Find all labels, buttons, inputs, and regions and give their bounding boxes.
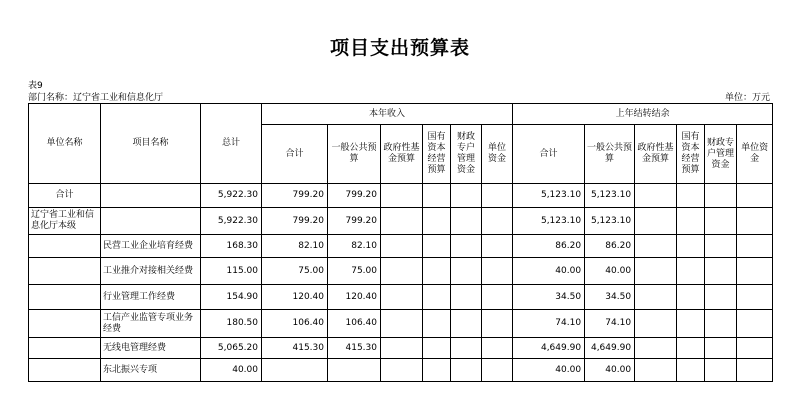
current-sum-cell: 799.20 <box>262 208 328 235</box>
table-row <box>29 258 773 285</box>
header-cur-gov-fund: 政府性基金预算 <box>381 125 423 184</box>
unit-label: 单位：万元 <box>724 93 770 103</box>
header-cur-state-capital: 国有资本经营预算 <box>423 125 451 184</box>
department-label: 部门名称：辽宁省工业和信息化厅 <box>28 93 164 103</box>
carryover-unit-fund-cell <box>737 338 773 359</box>
carryover-unit-fund-cell <box>737 258 773 285</box>
header-current-income: 本年收入 <box>262 104 513 125</box>
carryover-sum-cell: 40.00 <box>513 359 585 382</box>
header-cur-sum: 合计 <box>262 125 328 184</box>
carryover-unit-fund-cell <box>737 184 773 208</box>
header-co-gov-fund: 政府性基金预算 <box>635 125 677 184</box>
project-name-cell: 工信产业监管专项业务经费 <box>101 310 201 338</box>
total-cell: 5,922.30 <box>201 208 262 235</box>
carryover-sum-cell: 5,123.10 <box>513 208 585 235</box>
carryover-special-fund-cell <box>705 208 737 235</box>
current-unit-fund-cell <box>482 285 513 310</box>
carryover-gov-fund-cell <box>635 338 677 359</box>
carryover-general-cell: 34.50 <box>585 285 635 310</box>
header-unit-name: 单位名称 <box>29 104 101 184</box>
carryover-general-cell: 5,123.10 <box>585 184 635 208</box>
table-row <box>29 285 773 310</box>
header-cur-special-fund: 财政专户管理资金 <box>451 125 482 184</box>
table-row <box>29 208 773 235</box>
header-row-1 <box>29 104 773 125</box>
project-name-cell <box>101 184 201 208</box>
current-state-capital-cell <box>423 310 451 338</box>
header-cur-unit-fund: 单位资金 <box>482 125 513 184</box>
current-special-fund-cell <box>451 184 482 208</box>
current-gov-fund-cell <box>381 258 423 285</box>
current-general-cell: 415.30 <box>328 338 381 359</box>
header-co-state-capital: 国有资本经营预算 <box>677 125 705 184</box>
carryover-special-fund-cell <box>705 285 737 310</box>
carryover-special-fund-cell <box>705 359 737 382</box>
page-title: 项目支出预算表 <box>329 37 470 59</box>
current-state-capital-cell <box>423 258 451 285</box>
current-sum-cell: 120.40 <box>262 285 328 310</box>
current-general-cell: 82.10 <box>328 235 381 258</box>
header-total: 总计 <box>201 104 262 184</box>
current-unit-fund-cell <box>482 208 513 235</box>
carryover-state-capital-cell <box>677 338 705 359</box>
current-gov-fund-cell <box>381 285 423 310</box>
current-general-cell: 75.00 <box>328 258 381 285</box>
header-cur-general: 一般公共预算 <box>328 125 381 184</box>
carryover-unit-fund-cell <box>737 208 773 235</box>
carryover-gov-fund-cell <box>635 359 677 382</box>
current-gov-fund-cell <box>381 338 423 359</box>
unit-name-cell: 辽宁省工业和信息化厅本级 <box>29 208 101 235</box>
current-special-fund-cell <box>451 338 482 359</box>
carryover-general-cell: 74.10 <box>585 310 635 338</box>
total-cell: 154.90 <box>201 285 262 310</box>
carryover-special-fund-cell <box>705 258 737 285</box>
table-number: 表9 <box>28 81 43 91</box>
current-gov-fund-cell <box>381 359 423 382</box>
carryover-sum-cell: 40.00 <box>513 258 585 285</box>
current-general-cell: 799.20 <box>328 184 381 208</box>
current-gov-fund-cell <box>381 310 423 338</box>
carryover-sum-cell: 74.10 <box>513 310 585 338</box>
carryover-state-capital-cell <box>677 258 705 285</box>
current-sum-cell <box>262 359 328 382</box>
carryover-gov-fund-cell <box>635 208 677 235</box>
project-name-cell <box>101 208 201 235</box>
header-carryover: 上年结转结余 <box>513 104 773 125</box>
carryover-state-capital-cell <box>677 285 705 310</box>
carryover-sum-cell: 4,649.90 <box>513 338 585 359</box>
current-special-fund-cell <box>451 310 482 338</box>
table-row <box>29 235 773 258</box>
carryover-special-fund-cell <box>705 310 737 338</box>
table-row <box>29 338 773 359</box>
carryover-gov-fund-cell <box>635 258 677 285</box>
current-special-fund-cell <box>451 235 482 258</box>
total-cell: 180.50 <box>201 310 262 338</box>
current-general-cell: 799.20 <box>328 208 381 235</box>
current-sum-cell: 82.10 <box>262 235 328 258</box>
current-sum-cell: 799.20 <box>262 184 328 208</box>
current-general-cell: 106.40 <box>328 310 381 338</box>
project-name-cell: 民营工业企业培育经费 <box>101 235 201 258</box>
table-row <box>29 359 773 382</box>
current-gov-fund-cell <box>381 208 423 235</box>
unit-name-cell <box>29 258 101 285</box>
carryover-special-fund-cell <box>705 235 737 258</box>
carryover-general-cell: 5,123.10 <box>585 208 635 235</box>
current-general-cell <box>328 359 381 382</box>
current-general-cell: 120.40 <box>328 285 381 310</box>
current-sum-cell: 75.00 <box>262 258 328 285</box>
header-co-special-fund: 财政专户管理资金 <box>705 125 737 184</box>
current-unit-fund-cell <box>482 184 513 208</box>
table-row <box>29 184 773 208</box>
carryover-unit-fund-cell <box>737 310 773 338</box>
carryover-special-fund-cell <box>705 338 737 359</box>
carryover-gov-fund-cell <box>635 285 677 310</box>
unit-name-cell <box>29 235 101 258</box>
unit-name-cell <box>29 338 101 359</box>
carryover-state-capital-cell <box>677 235 705 258</box>
carryover-unit-fund-cell <box>737 235 773 258</box>
current-state-capital-cell <box>423 338 451 359</box>
carryover-gov-fund-cell <box>635 235 677 258</box>
current-special-fund-cell <box>451 208 482 235</box>
carryover-state-capital-cell <box>677 208 705 235</box>
carryover-general-cell: 4,649.90 <box>585 338 635 359</box>
header-co-general: 一般公共预算 <box>585 125 635 184</box>
unit-name-cell <box>29 310 101 338</box>
carryover-unit-fund-cell <box>737 359 773 382</box>
carryover-general-cell: 86.20 <box>585 235 635 258</box>
unit-name-cell <box>29 285 101 310</box>
header-co-unit-fund: 单位资金 <box>737 125 773 184</box>
total-cell: 115.00 <box>201 258 262 285</box>
unit-name-cell: 合计 <box>29 184 101 208</box>
total-cell: 5,922.30 <box>201 184 262 208</box>
total-cell: 168.30 <box>201 235 262 258</box>
total-cell: 40.00 <box>201 359 262 382</box>
current-state-capital-cell <box>423 235 451 258</box>
carryover-state-capital-cell <box>677 310 705 338</box>
unit-name-cell <box>29 359 101 382</box>
project-name-cell: 东北振兴专项 <box>101 359 201 382</box>
current-sum-cell: 415.30 <box>262 338 328 359</box>
carryover-sum-cell: 34.50 <box>513 285 585 310</box>
current-unit-fund-cell <box>482 235 513 258</box>
carryover-state-capital-cell <box>677 184 705 208</box>
carryover-gov-fund-cell <box>635 310 677 338</box>
project-name-cell: 工业推介对接相关经费 <box>101 258 201 285</box>
project-name-cell: 无线电管理经费 <box>101 338 201 359</box>
header-project-name: 项目名称 <box>101 104 201 184</box>
carryover-gov-fund-cell <box>635 184 677 208</box>
current-gov-fund-cell <box>381 184 423 208</box>
table-row <box>29 310 773 338</box>
carryover-sum-cell: 5,123.10 <box>513 184 585 208</box>
current-state-capital-cell <box>423 184 451 208</box>
current-special-fund-cell <box>451 285 482 310</box>
total-cell: 5,065.20 <box>201 338 262 359</box>
carryover-unit-fund-cell <box>737 285 773 310</box>
carryover-state-capital-cell <box>677 359 705 382</box>
project-name-cell: 行业管理工作经费 <box>101 285 201 310</box>
current-special-fund-cell <box>451 258 482 285</box>
current-unit-fund-cell <box>482 338 513 359</box>
current-state-capital-cell <box>423 359 451 382</box>
current-gov-fund-cell <box>381 235 423 258</box>
current-special-fund-cell <box>451 359 482 382</box>
current-unit-fund-cell <box>482 359 513 382</box>
header-co-sum: 合计 <box>513 125 585 184</box>
current-state-capital-cell <box>423 285 451 310</box>
current-state-capital-cell <box>423 208 451 235</box>
current-unit-fund-cell <box>482 310 513 338</box>
current-unit-fund-cell <box>482 258 513 285</box>
budget-table <box>28 103 773 382</box>
carryover-general-cell: 40.00 <box>585 258 635 285</box>
carryover-sum-cell: 86.20 <box>513 235 585 258</box>
carryover-special-fund-cell <box>705 184 737 208</box>
carryover-general-cell: 40.00 <box>585 359 635 382</box>
current-sum-cell: 106.40 <box>262 310 328 338</box>
